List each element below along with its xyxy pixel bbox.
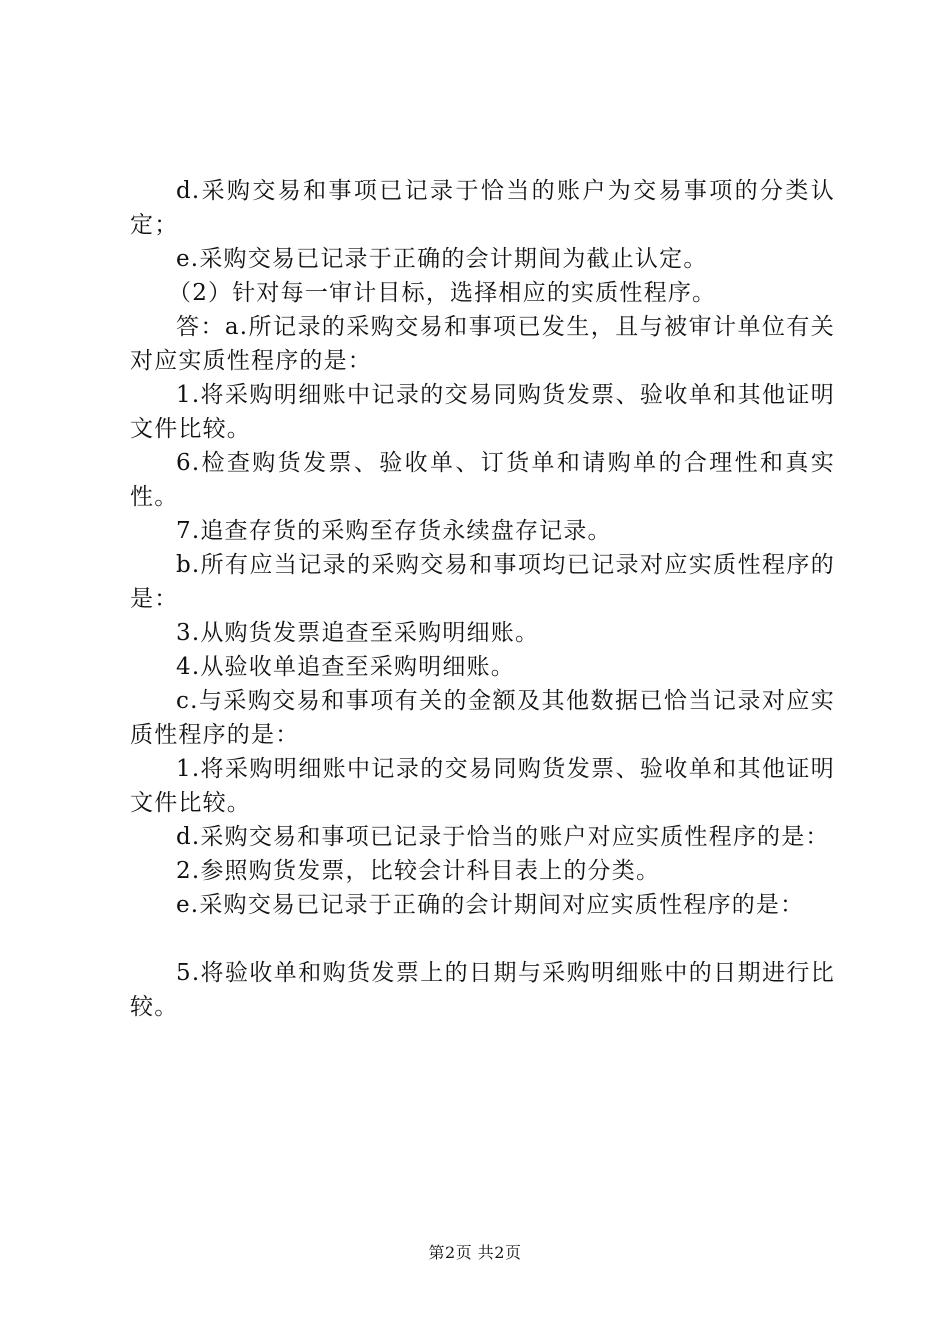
procedure-item-2: 2.参照购货发票，比较会计科目表上的分类。 <box>176 858 661 884</box>
paragraph-b-completeness: b.所有应当记录的采购交易和事项均已记录对应实质性程序的是： <box>130 552 835 612</box>
paragraph-e-cutoff-procedure: e.采购交易已记录于正确的会计期间对应实质性程序的是： <box>176 892 805 918</box>
document-body <box>130 174 835 1024</box>
procedure-item-1-repeat: 1.将采购明细账中记录的交易同购货发票、验收单和其他证明文件比较。 <box>130 756 835 816</box>
paragraph-d-classification: d.采购交易和事项已记录于恰当的账户为交易事项的分类认定； <box>130 178 835 238</box>
procedure-item-5: 5.将验收单和购货发票上的日期与采购明细账中的日期进行比较。 <box>130 960 835 1020</box>
page-number-footer: 第2页 共2页 <box>428 1243 522 1262</box>
procedure-item-4: 4.从验收单追查至采购明细账。 <box>176 654 515 680</box>
procedure-item-6: 6.检查购货发票、验收单、订货单和请购单的合理性和真实性。 <box>130 450 835 510</box>
procedure-item-1: 1.将采购明细账中记录的交易同购货发票、验收单和其他证明文件比较。 <box>130 382 835 442</box>
paragraph-answer-a: 答：a.所记录的采购交易和事项已发生，且与被审计单位有关对应实质性程序的是： <box>130 314 835 374</box>
paragraph-c-accuracy: c.与采购交易和事项有关的金额及其他数据已恰当记录对应实质性程序的是： <box>130 688 835 748</box>
paragraph-e-cutoff: e.采购交易已记录于正确的会计期间为截止认定。 <box>176 246 708 272</box>
paragraph-question-2: （2）针对每一审计目标，选择相应的实质性程序。 <box>168 280 717 306</box>
paragraph-d-classification-procedure: d.采购交易和事项已记录于恰当的账户对应实质性程序的是： <box>176 824 830 850</box>
procedure-item-3: 3.从购货发票追查至采购明细账。 <box>176 620 540 646</box>
procedure-item-7: 7.追查存货的采购至存货永续盘存记录。 <box>176 518 612 544</box>
